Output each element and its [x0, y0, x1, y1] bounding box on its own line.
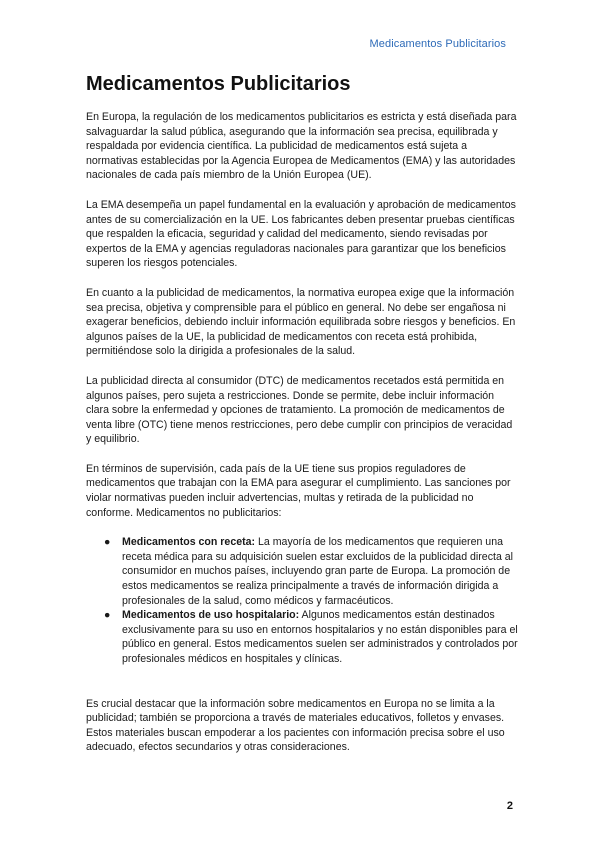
paragraph-intro: En Europa, la regulación de los medicamentos publicitarios es estricta y está diseñada para salvaguardar la salud pública, asegurando que la información sea precisa, equilibrada y respaldada por evidencia científica. La publicidad de medicamentos está sujeta a normativas establecidas por la Agencia Europea de Medicamentos (EMA) y las autoridades nacionales de cada país miembro de la Unión Europea (UE). [86, 111, 517, 182]
running-header-title: Medicamentos Publicitarios [369, 38, 506, 50]
non-advertised-medicines-list [86, 535, 518, 666]
bullet-term: Medicamentos de uso hospitalario: [122, 609, 300, 622]
bullet-text: La mayoría de los medicamentos que requieren una receta médica para su adquisición suelen estar excluidos de la publicidad directa al consumidor en muchos países, incluyendo gran parte de Europa. La promoción de estos medicamentos se realiza principalmente a través de información dirigida a profesionales de la salud, como médicos y farmacéuticos. [122, 536, 514, 607]
document-body [86, 110, 518, 770]
bullet-icon: ● [104, 609, 111, 622]
page-number: 2 [506, 800, 513, 812]
paragraph-closing: Es crucial destacar que la información sobre medicamentos en Europa no se limita a la publicidad; también se proporciona a través de materiales educativos, folletos y envases. Estos materiales buscan empoderar a los pacientes con información precisa sobre el uso adecuado, efectos secundarios y otras consideraciones. [86, 697, 505, 754]
bullet-icon: ● [104, 536, 111, 549]
paragraph-ema-role: La EMA desempeña un papel fundamental en la evaluación y aprobación de medicamentos antes de su comercialización en la UE. Los fabricantes deben presentar pruebas científicas que respalden la eficacia, seguridad y calidad del medicamento, siendo revisadas por expertos de la EMA y agencias reguladoras nacionales para garantizar que los beneficios superen los riesgos potenciales. [86, 198, 516, 270]
bullet-term: Medicamentos con receta: [122, 536, 256, 549]
page-title: Medicamentos Publicitarios [86, 73, 351, 95]
paragraph-advertising-rules: En cuanto a la publicidad de medicamentos, la normativa europea exige que la información sea precisa, objetiva y comprensible para el público en general. No debe ser engañosa ni exagerar beneficios, debiendo incluir información equilibrada sobre riesgos y beneficios. En algunos países de la UE, la publicidad de medicamentos con receta está prohibida, permitiéndose solo la dirigida a profesionales de la salud. [86, 286, 516, 358]
list-item [86, 535, 518, 608]
paragraph-supervision: En términos de supervisión, cada país de la UE tiene sus propios reguladores de medicamentos que trabajan con la EMA para asegurar el cumplimiento. Las sanciones por violar normativas pueden incluir advertencias, multas y retirada de la publicidad no conforme. Medicamentos no publicitarios: [86, 462, 511, 519]
list-item [86, 608, 518, 666]
bullet-text: Algunos medicamentos están destinados exclusivamente para su uso en entornos hospitalarios y no están disponibles para el público en general. Estos medicamentos suelen ser administrados y controlados por profesionales médicos en hospitales y clínicas. [122, 609, 518, 665]
paragraph-dtc: La publicidad directa al consumidor (DTC) de medicamentos recetados está permitida en algunos países, pero sujeta a restricciones. Donde se permite, debe incluir información clara sobre la enfermedad y opciones de tratamiento. La promoción de medicamentos de venta libre (OTC) tiene menos restricciones, pero debe cumplir con principios de veracidad y equilibrio. [86, 374, 513, 446]
